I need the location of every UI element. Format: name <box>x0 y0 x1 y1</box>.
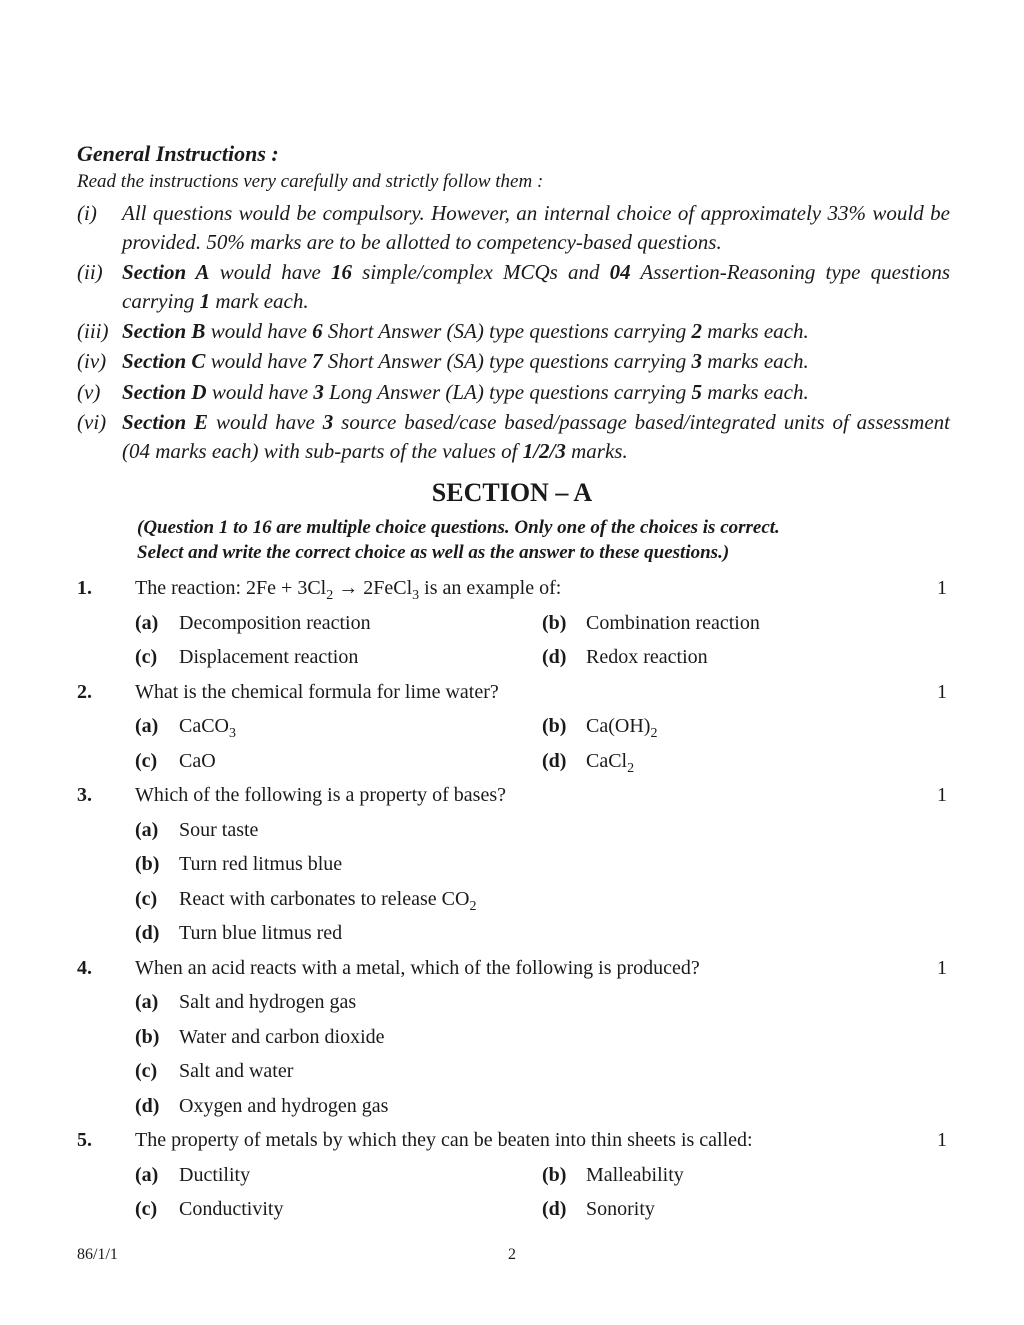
question-number: 3. <box>77 784 92 806</box>
question-number: 1. <box>77 577 92 599</box>
option-text: Ductility <box>179 1164 251 1186</box>
option-label: (b) <box>542 1164 567 1186</box>
option-text: Combination reaction <box>586 612 760 634</box>
question-marks: 1 <box>937 1129 947 1151</box>
option-text: Salt and hydrogen gas <box>179 991 357 1013</box>
option <box>542 645 708 669</box>
option-label: (c) <box>135 888 158 910</box>
option <box>135 611 371 635</box>
instruction-number: (i) <box>77 201 97 225</box>
question-number: 5. <box>77 1129 92 1151</box>
instruction-item <box>77 378 950 407</box>
instruction-item <box>77 258 950 316</box>
option-text: $Ca(OH)_2$ <box>586 715 658 741</box>
question-5 <box>77 1128 947 1152</box>
instruction-text: All questions would be compulsory. However, an internal choice of approximately 33% would be provided. 50% marks are to be allotted to competency-based questions. <box>122 201 950 254</box>
option <box>135 990 356 1014</box>
question-4 <box>77 956 947 980</box>
instructions-intro: Read the instructions very carefully and strictly follow them : <box>77 171 544 192</box>
instruction-number: (vi) <box>77 410 107 434</box>
instruction-text: Section E would have 3 source based/case based/passage based/integrated units of assessment (04 marks each) with sub-parts of the values of 1/2/3 marks. <box>122 410 950 463</box>
instruction-number: (iv) <box>77 349 107 373</box>
option <box>135 1059 293 1083</box>
option-text: Sour taste <box>179 819 259 841</box>
option-text: Displacement reaction <box>179 646 359 668</box>
option-text: CaCO$_3$ <box>179 715 236 741</box>
option <box>135 852 342 876</box>
instruction-text: Section B would have 6 Short Answer (SA) type questions carrying 2 marks each. <box>122 319 809 343</box>
instruction-item <box>77 199 950 257</box>
question-2 <box>77 680 947 704</box>
option-label: (a) <box>135 1164 159 1186</box>
question-3 <box>77 783 947 807</box>
instruction-number: (v) <box>77 380 101 404</box>
question-text: Which of the following is a property of bases? <box>135 784 507 806</box>
option-text: Water and carbon dioxide <box>179 1026 385 1048</box>
question-number: 2. <box>77 681 92 703</box>
option-text: Sonority <box>586 1198 655 1220</box>
option-text: Turn blue litmus red <box>179 922 343 944</box>
option <box>135 1025 385 1049</box>
instruction-item <box>77 317 950 346</box>
instruction-text: Section C would have 7 Short Answer (SA) type questions carrying 3 marks each. <box>122 349 809 373</box>
question-number: 4. <box>77 957 92 979</box>
option <box>135 921 342 945</box>
question-text: When an acid reacts with a metal, which of the following is produced? <box>135 957 700 979</box>
option-label: (b) <box>542 612 567 634</box>
question-text: What is the chemical formula for lime water? <box>135 681 499 703</box>
question-marks: 1 <box>937 957 947 979</box>
option-label: (a) <box>135 991 159 1013</box>
option-label: (a) <box>135 612 159 634</box>
option-label: (d) <box>542 1198 567 1220</box>
option-label: (b) <box>542 715 567 737</box>
option <box>542 749 635 776</box>
section-note-line: (Question 1 to 16 are multiple choice questions. Only one of the choices is correct. <box>137 517 780 538</box>
instruction-number: (ii) <box>77 260 103 284</box>
option-label: (b) <box>135 853 160 875</box>
option-label: (d) <box>542 750 567 772</box>
option-text: Oxygen and hydrogen gas <box>179 1095 389 1117</box>
option <box>135 1163 250 1187</box>
section-heading: SECTION – A <box>431 478 593 507</box>
option <box>135 645 358 669</box>
option <box>135 714 236 741</box>
option-label: (d) <box>135 1095 160 1117</box>
option-text: Conductivity <box>179 1198 284 1220</box>
option-label: (d) <box>542 646 567 668</box>
instruction-text: Section D would have 3 Long Answer (LA) type questions carrying 5 marks each. <box>122 380 809 404</box>
option <box>542 611 760 635</box>
option-text: Turn red litmus blue <box>179 853 343 875</box>
option-label: (d) <box>135 922 160 944</box>
option-text: CaCl$_2$ <box>586 750 635 776</box>
option-label: (b) <box>135 1026 160 1048</box>
option-label: (c) <box>135 1198 158 1220</box>
instruction-item <box>77 347 950 376</box>
option-label: (a) <box>135 819 159 841</box>
option-label: (c) <box>135 646 158 668</box>
option-text: Salt and water <box>179 1060 294 1082</box>
page-number: 2 <box>508 1246 516 1263</box>
option-text: Malleability <box>586 1164 684 1186</box>
option-text: Decomposition reaction <box>179 612 371 634</box>
question-marks: 1 <box>937 681 947 703</box>
section-note <box>137 515 780 565</box>
option <box>135 749 216 773</box>
paper-code: 86/1/1 <box>77 1246 118 1263</box>
option-text: React with carbonates to release $CO_2$ <box>179 888 477 914</box>
option-label: (c) <box>135 1060 158 1082</box>
instruction-number: (iii) <box>77 319 109 343</box>
option <box>135 818 258 842</box>
instruction-text: Section A would have 16 simple/complex MCQs and 04 Assertion-Reasoning type questions carrying 1 mark each. <box>122 260 950 313</box>
option-label: (c) <box>135 750 158 772</box>
question-marks: 1 <box>937 577 947 599</box>
option <box>135 887 477 914</box>
option <box>542 714 658 741</box>
option <box>542 1197 655 1221</box>
question-marks: 1 <box>937 784 947 806</box>
question-text: The property of metals by which they can be beaten into thin sheets is called: <box>135 1129 753 1151</box>
option-label: (a) <box>135 715 159 737</box>
option <box>135 1094 388 1118</box>
question-1 <box>77 576 947 603</box>
option <box>542 1163 684 1187</box>
question-text: The reaction: $2Fe + 3Cl_2$ → 2FeCl$_3$ is an example of: <box>135 577 562 603</box>
instructions-title: General Instructions : <box>77 141 279 166</box>
option-text: Redox reaction <box>586 646 708 668</box>
section-note-line: Select and write the correct choice as well as the answer to these questions.) <box>137 542 730 563</box>
option <box>135 1197 283 1221</box>
option-text: CaO <box>179 750 216 772</box>
instruction-item <box>77 408 950 466</box>
